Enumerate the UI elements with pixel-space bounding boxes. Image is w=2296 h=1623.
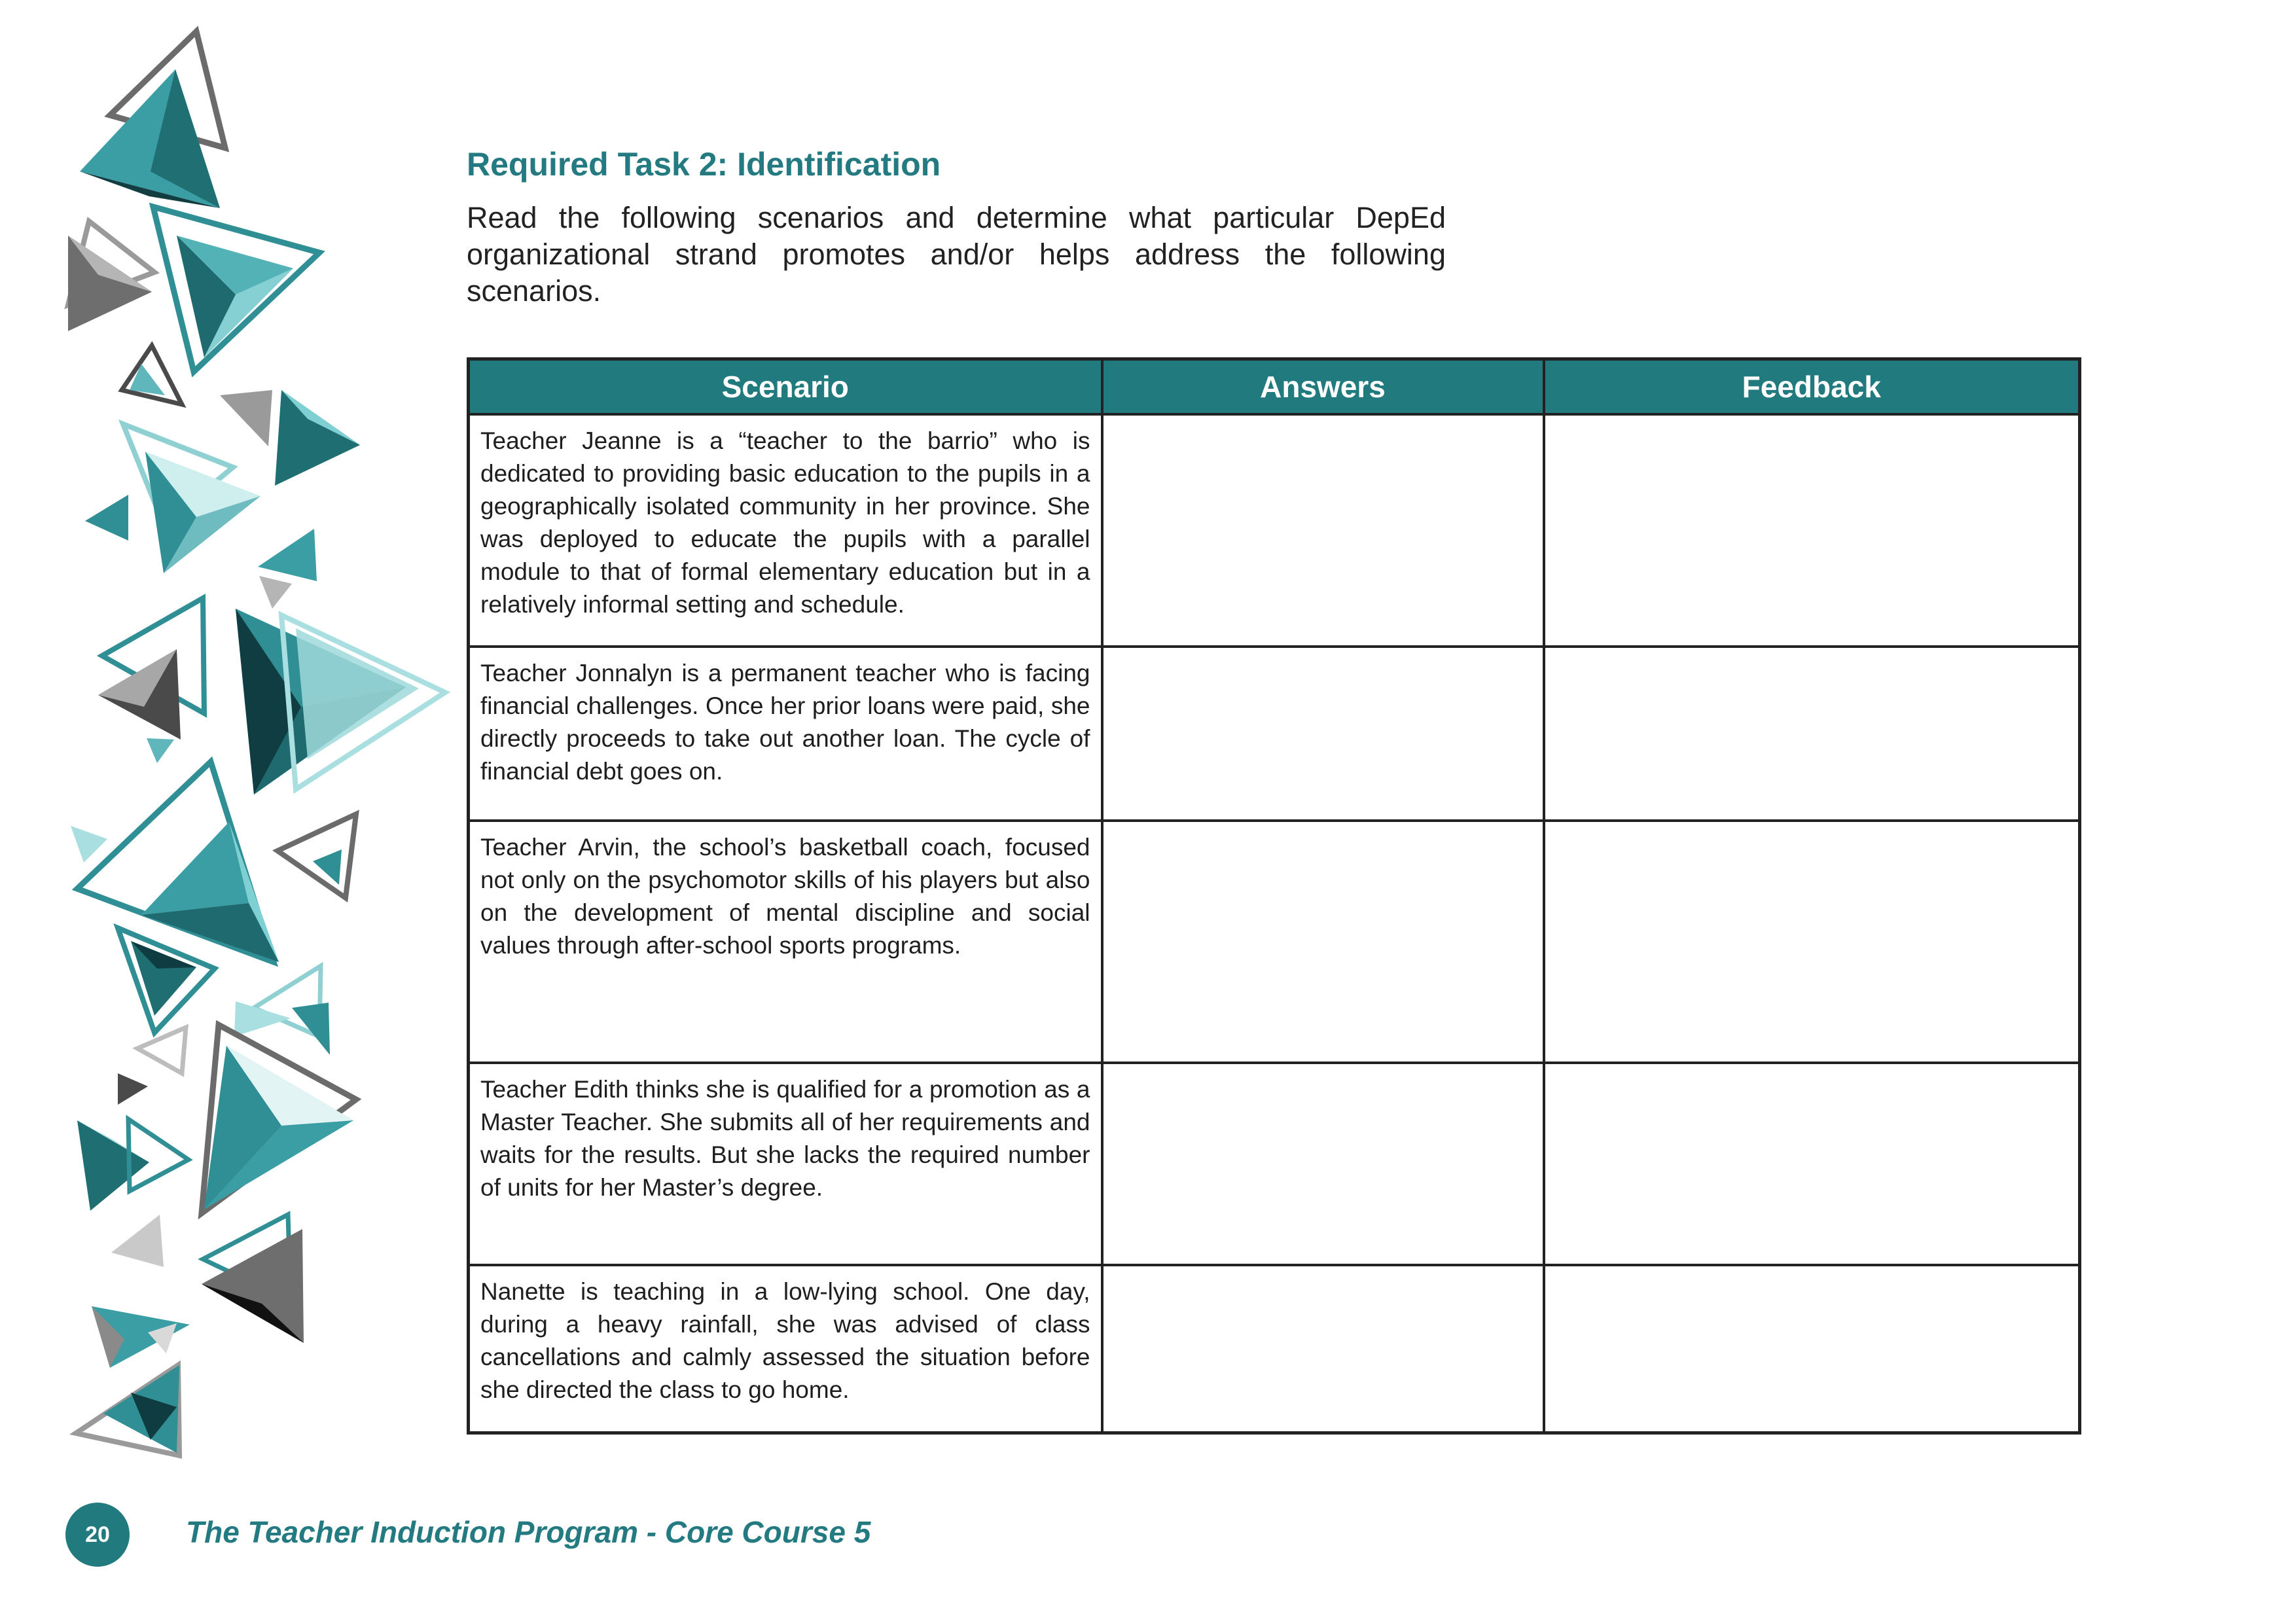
footer-title: The Teacher Induction Program - Core Course 5 [186, 1515, 871, 1549]
header-answers: Answers [1102, 359, 1544, 415]
table-row [469, 1265, 2080, 1433]
answer-cell[interactable] [1102, 821, 1544, 1063]
answer-cell[interactable] [1102, 1063, 1544, 1265]
scenario-cell: Teacher Jeanne is a “teacher to the barrio” who is dedicated to providing basic education to the pupils in a geographically isolated community in her province. She was deployed to educate the pupils with a parallel module to that of formal elementary education but in a relatively informal setting and schedule. [469, 414, 1102, 647]
feedback-cell[interactable] [1544, 1063, 2080, 1265]
task-instructions: Read the following scenarios and determine what particular DepEd organizational strand promotes and/or helps address the following scenarios. [467, 201, 1446, 308]
page-number-badge: 20 [65, 1503, 130, 1567]
answer-cell[interactable] [1102, 647, 1544, 821]
scenario-cell: Teacher Arvin, the school’s basketball coach, focused not only on the psychomotor skills of his players but also on the development of mental discipline and social values through after-school sports programs. [469, 821, 1102, 1063]
table-row [469, 1063, 2080, 1265]
answer-cell[interactable] [1102, 414, 1544, 647]
decorative-triangles [0, 0, 471, 1544]
header-scenario: Scenario [469, 359, 1102, 415]
feedback-cell[interactable] [1544, 1265, 2080, 1433]
scenario-cell: Teacher Jonnalyn is a permanent teacher who is facing financial challenges. Once her prior loans were paid, she directly proceeds to take out another loan. The cycle of financial debt goes on. [469, 647, 1102, 821]
scenario-cell: Nanette is teaching in a low-lying school. One day, during a heavy rainfall, she was advised of class cancellations and calmly assessed the situation before she directed the class to go home. [469, 1265, 1102, 1433]
feedback-cell[interactable] [1544, 647, 2080, 821]
table-row [469, 414, 2080, 647]
header-feedback: Feedback [1544, 359, 2080, 415]
feedback-cell[interactable] [1544, 821, 2080, 1063]
scenario-table [467, 357, 2081, 1435]
table-header-row [469, 359, 2080, 415]
answer-cell[interactable] [1102, 1265, 1544, 1433]
table-row [469, 821, 2080, 1063]
scenario-cell: Teacher Edith thinks she is qualified for a promotion as a Master Teacher. She submits all of her requirements and waits for the results. But she lacks the required number of units for her Master’s degree. [469, 1063, 1102, 1265]
task-title: Required Task 2: Identification [467, 146, 941, 183]
table-row [469, 647, 2080, 821]
feedback-cell[interactable] [1544, 414, 2080, 647]
